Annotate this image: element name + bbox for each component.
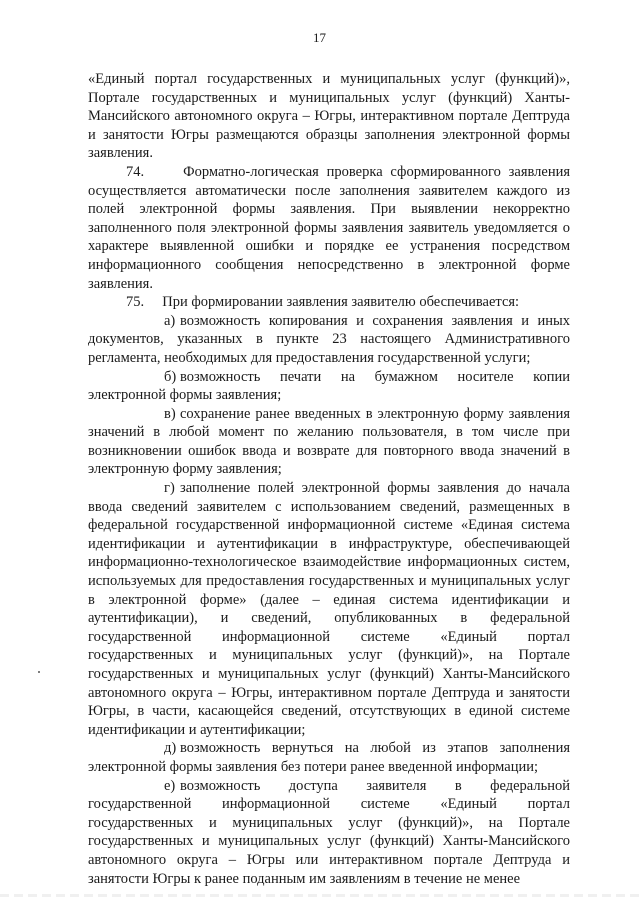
list-item-v <box>88 405 570 479</box>
list-item-e <box>88 777 570 889</box>
paragraph-74 <box>88 163 570 293</box>
scan-edge-noise <box>0 894 639 897</box>
list-item-a <box>88 312 570 368</box>
paragraph-75 <box>88 293 570 312</box>
page-number: 17 <box>313 30 326 45</box>
list-item-label: д) <box>164 740 177 757</box>
list-item-label: е) <box>164 777 176 794</box>
paragraph-text: Форматно-логическая проверка сформированного заявления осуществляется автоматически после заполнения заявителем каждого из полей электронной формы заявления. При выявлении некорректно заполненного поля электронной формы заявления заявитель уведомляется о характере выявленной ошибки и порядке ее устранения посредством информационного сообщения непосредственно в электронной форме заявления. <box>88 163 571 292</box>
paragraph-number: 74. <box>126 163 145 180</box>
list-item-label: а) <box>164 312 176 329</box>
paragraph-text: «Единый портал государственных и муниципальных услуг (функций)», Портале государственных и муниципальных услуг (функций) Ханты-Мансийского автономного округа – Югры, интерактивном портале Дептруда и занятости Югры размещаются образцы заполнения электронной формы заявления. <box>88 71 570 162</box>
list-item-text: возможность печати на бумажном носителе копии электронной формы заявления; <box>88 368 570 404</box>
scan-speck <box>38 671 40 673</box>
list-item-label: б) <box>164 368 177 385</box>
document-body <box>88 70 570 888</box>
list-item-d <box>88 739 570 776</box>
list-item-text: возможность доступа заявителя в федеральной государственной информационной системе «Единый портал государственных и муниципальных услуг (функций)», на Портале государственных и муниципальных услуг (функций) Ханты-Мансийского автономного округа – Югры или интерактивном портале Дептруда и занятости Югры к ранее поданным им заявлениям в течение не менее <box>88 777 570 887</box>
list-item-label: г) <box>164 480 175 497</box>
list-item-text: возможность копирования и сохранения заявления и иных документов, указанных в пункте 23 настоящего Административного регламента, необходимых для предоставления государственной услуги; <box>88 312 570 366</box>
paragraph-text: При формировании заявления заявителю обеспечивается: <box>162 294 520 311</box>
paragraph-continuation <box>88 70 570 163</box>
list-item-text: возможность вернуться на любой из этапов заполнения электронной формы заявления без потери ранее введенной информации; <box>88 740 570 775</box>
list-item-g <box>88 479 570 739</box>
paragraph-number: 75. <box>126 294 145 311</box>
list-item-label: в) <box>164 405 176 422</box>
list-item-b <box>88 368 570 405</box>
list-item-text: заполнение полей электронной формы заявления до начала ввода сведений заявителем с использованием сведений, размещенных в федеральной государственной информационной системе «Единая система идентификации и аутентификации в инфраструктуре, обеспечивающей информационно-технологическое взаимодействие информационных систем, используемых для предоставления государственных и муниципальных услуг в электронной форме» (далее – единая система идентификации и аутентификации), и сведений, опубликованных в федеральной государственной информационной системе «Единый портал государственных и муниципальных услуг (функций)», на Портале государственных и муниципальных услуг (функций) Ханты-Мансийского автономного округа – Югры, интерактивном портале Дептруда и занятости Югры, в части, касающейся сведений, отсутствующих в единой системе идентификации и аутентификации; <box>88 480 570 738</box>
list-item-text: сохранение ранее введенных в электронную форму заявления значений в любой момент по желанию пользователя, в том числе при возникновении ошибок ввода и возврате для повторного ввода значений в электронную форму заявления; <box>88 405 570 478</box>
